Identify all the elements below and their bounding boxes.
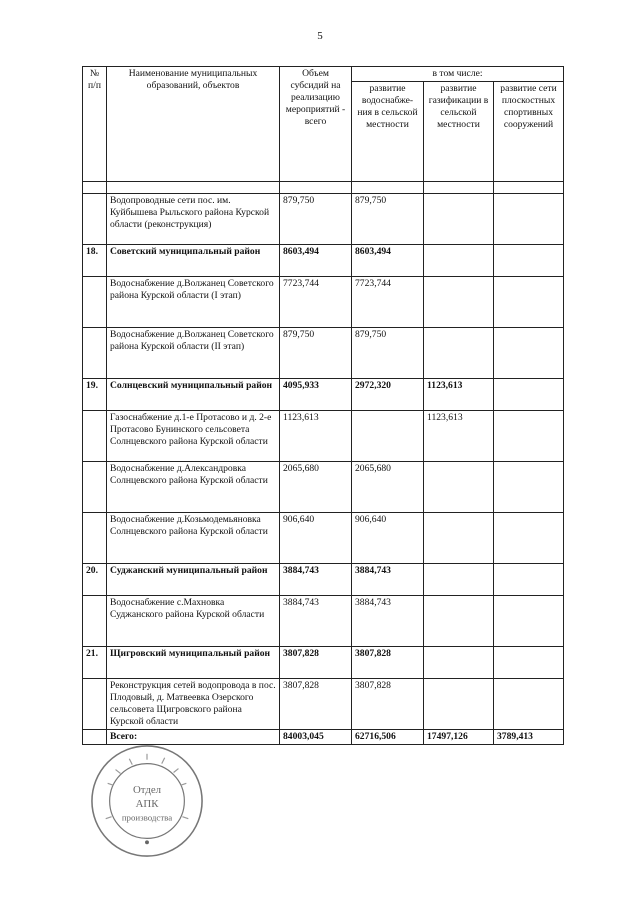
row-total: 3884,743: [280, 596, 352, 647]
row-water: 2065,680: [352, 462, 424, 513]
row-name: Водоснабжение д.Волжанец Советского района Курской области (I этап): [107, 277, 280, 328]
row-num: 18.: [83, 245, 107, 277]
object-row: [83, 328, 564, 379]
row-gas: [424, 596, 494, 647]
row-gas: 1123,613: [424, 379, 494, 411]
row-water: [352, 411, 424, 462]
row-total: 3807,828: [280, 679, 352, 730]
row-num: [83, 411, 107, 462]
row-water: 8603,494: [352, 245, 424, 277]
row-name: Газоснабжение д.1-е Протасово и д. 2-е Протасово Бунинского сельсовета Солнцевского района Курской области: [107, 411, 280, 462]
row-water: 3884,743: [352, 564, 424, 596]
row-total: 906,640: [280, 513, 352, 564]
row-num: [83, 462, 107, 513]
row-total: 3884,743: [280, 564, 352, 596]
svg-text:Отдел: Отдел: [132, 784, 162, 797]
row-sport: [494, 379, 564, 411]
row-total: 8603,494: [280, 245, 352, 277]
row-water: 3807,828: [352, 647, 424, 679]
row-num: [83, 679, 107, 730]
row-total: 1123,613: [280, 411, 352, 462]
header-name: Наименование муниципальных образований, объектов: [107, 67, 280, 182]
row-num: 20.: [83, 564, 107, 596]
object-row: [83, 679, 564, 730]
spacer-row: [83, 182, 564, 194]
row-gas: [424, 277, 494, 328]
object-row: [83, 277, 564, 328]
row-water: 906,640: [352, 513, 424, 564]
row-total: 879,750: [280, 194, 352, 245]
totals-label: Всего:: [107, 730, 280, 745]
header-row: [83, 67, 564, 82]
row-gas: [424, 245, 494, 277]
header-water: развитие водоснабже-ния в сельской местности: [352, 81, 424, 181]
row-gas: [424, 647, 494, 679]
row-name: Солнцевский муниципальный район: [107, 379, 280, 411]
row-num: [83, 194, 107, 245]
object-row: [83, 194, 564, 245]
row-num: [83, 277, 107, 328]
svg-text:производства: производства: [121, 812, 173, 823]
row-name: Водоснабжение д.Козьмодемьяновка Солнцевского района Курской области: [107, 513, 280, 564]
row-name: Водоснабжение д.Волжанец Советского района Курской области (II этап): [107, 328, 280, 379]
row-num: 21.: [83, 647, 107, 679]
row-name: Водоснабжение с.Махновка Суджанского района Курской области: [107, 596, 280, 647]
header-total: Объем субсидий на реализацию мероприятий - всего: [280, 67, 352, 182]
header-num: № п/п: [83, 67, 107, 182]
row-num: 19.: [83, 379, 107, 411]
row-sport: [494, 328, 564, 379]
district-row: [83, 379, 564, 411]
row-sport: [494, 411, 564, 462]
totals-gas: 17497,126: [424, 730, 494, 745]
row-sport: [494, 277, 564, 328]
row-total: 3807,828: [280, 647, 352, 679]
row-water: 3807,828: [352, 679, 424, 730]
row-water: 879,750: [352, 194, 424, 245]
row-name: Водоснабжение д.Александровка Солнцевского района Курской области: [107, 462, 280, 513]
row-sport: [494, 245, 564, 277]
row-sport: [494, 564, 564, 596]
row-water: 7723,744: [352, 277, 424, 328]
row-num: [83, 513, 107, 564]
row-name: Водопроводные сети пос. им. Куйбышева Рыльского района Курской области (реконструкция): [107, 194, 280, 245]
header-incl: в том числе:: [352, 67, 564, 82]
row-gas: 1123,613: [424, 411, 494, 462]
row-gas: [424, 194, 494, 245]
svg-text:АПК: АПК: [135, 797, 159, 810]
row-sport: [494, 679, 564, 730]
row-sport: [494, 647, 564, 679]
header-sport: развитие сети плоскостных спортивных сооружений: [494, 81, 564, 181]
row-gas: [424, 462, 494, 513]
row-gas: [424, 513, 494, 564]
row-name: Реконструкция сетей водопровода в пос. Плодовый, д. Матвеевка Озерского сельсовета Щигровского района Курской области: [107, 679, 280, 730]
row-total: 4095,933: [280, 379, 352, 411]
object-row: [83, 596, 564, 647]
totals-water: 62716,506: [352, 730, 424, 745]
row-name: Щигровский муниципальный район: [107, 647, 280, 679]
row-water: 3884,743: [352, 596, 424, 647]
row-water: 879,750: [352, 328, 424, 379]
page-number: 5: [317, 30, 323, 42]
row-name: Советский муниципальный район: [107, 245, 280, 277]
row-name: Суджанский муниципальный район: [107, 564, 280, 596]
row-num: [83, 328, 107, 379]
district-row: [83, 564, 564, 596]
row-gas: [424, 564, 494, 596]
district-row: [83, 245, 564, 277]
row-total: 879,750: [280, 328, 352, 379]
round-stamp: [88, 742, 206, 860]
object-row: [83, 462, 564, 513]
row-sport: [494, 462, 564, 513]
row-total: 7723,744: [280, 277, 352, 328]
totals-total: 84003,045: [280, 730, 352, 745]
header-gas: развитие газификации в сельской местности: [424, 81, 494, 181]
row-sport: [494, 194, 564, 245]
row-num: [83, 596, 107, 647]
totals-sport: 3789,413: [494, 730, 564, 745]
object-row: [83, 513, 564, 564]
row-gas: [424, 679, 494, 730]
row-total: 2065,680: [280, 462, 352, 513]
subsidy-table: [82, 66, 564, 745]
row-sport: [494, 513, 564, 564]
row-water: 2972,320: [352, 379, 424, 411]
row-gas: [424, 328, 494, 379]
district-row: [83, 647, 564, 679]
object-row: [83, 411, 564, 462]
row-sport: [494, 596, 564, 647]
